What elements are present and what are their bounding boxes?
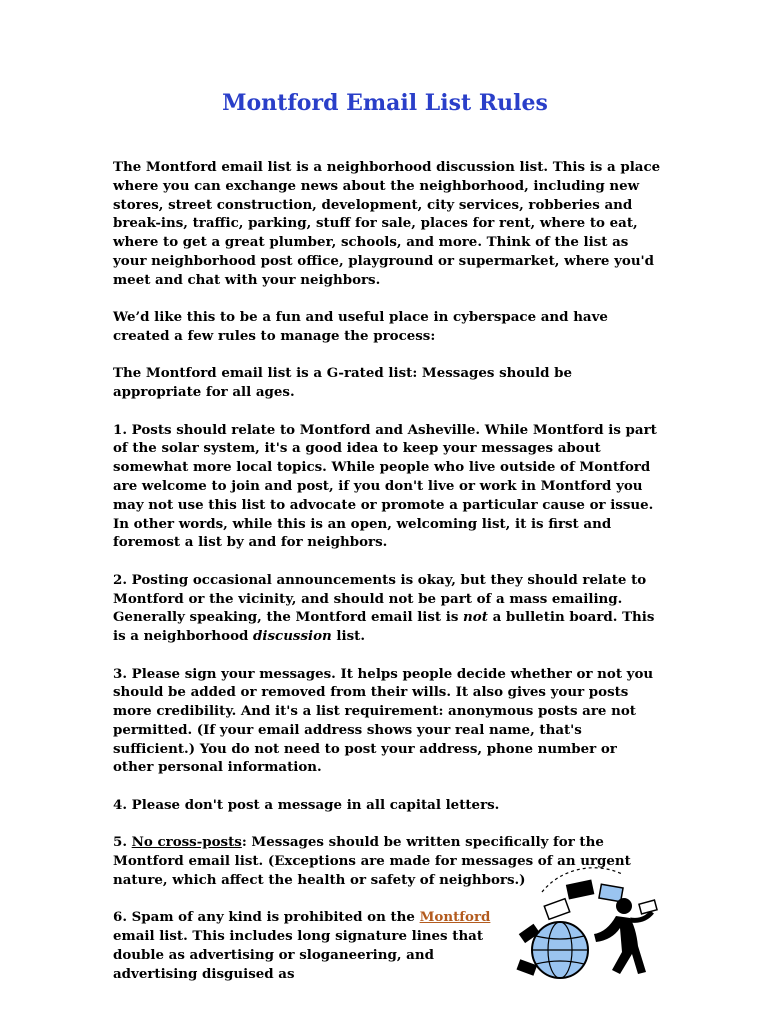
rule-5: 5. No cross-posts: Messages should be written specifically for the Montford email list. (Exceptions are made for messages of an urgent nature, which affect the health or safety of neighbors.) (113, 834, 631, 888)
purpose-paragraph: We’d like this to be a fun and useful place in cyberspace and have created a few rules to manage the process: (113, 309, 608, 344)
rating-paragraph: The Montford email list is a G-rated list: Messages should be appropriate for all ages. (113, 365, 573, 401)
page-title: Montford Email List Rules (222, 90, 548, 116)
rule-1: 1. Posts should relate to Montford and Asheville. While Montford is part of the solar system, it's a good idea to keep your messages about somewhat more local topics. While people who live outside of Montford are welcome to join and post, if you don't live or work in Montford you may not use this list to advocate or promote a particular cause or issue. In other words, while this is an open, welcoming list, it is first and foremost a list by and for neighbors. (113, 421, 657, 551)
no-cross-posts-heading: No cross-posts (131, 834, 242, 851)
globe-mail-person-icon (512, 862, 662, 987)
emphasis-discussion: discussion (253, 628, 332, 645)
montford-link[interactable]: Montford (419, 909, 491, 926)
emphasis-not: not (463, 609, 488, 626)
rule-2: 2. Posting occasional announcements is okay, but they should relate to Montford or the vicinity, and should not be part of a mass emailing. Generally speaking, the Montford email list is not a bulletin board. This is a neighborhood discussion list. (113, 571, 655, 645)
intro-paragraph: The Montford email list is a neighborhood discussion list. This is a place where you can exchange news about the neighborhood, including new stores, street construction, development, city services, robberies and break-ins, traffic, parking, stuff for sale, places for rent, where to eat, where to get a great plumber, schools, and more. Think of the list as your neighborhood post office, playground or supermarket, where you'd meet and chat with your neighbors. (113, 159, 661, 288)
rule-3: 3. Please sign your messages. It helps people decide whether or not you should be added or removed from their wills. It also gives your posts more credibility. And it's a list requirement: anonymous posts are not permitted. (If your email address shows your real name, that's sufficient.) You do not need to post your address, phone number or other personal information. (113, 665, 654, 776)
rule-6: 6. Spam of any kind is prohibited on the Montford email list. This includes long signature lines that double as advertising or sloganeering, and advertising disguised as (113, 909, 491, 982)
rule-4: 4. Please don't post a message in all capital letters. (113, 796, 500, 813)
